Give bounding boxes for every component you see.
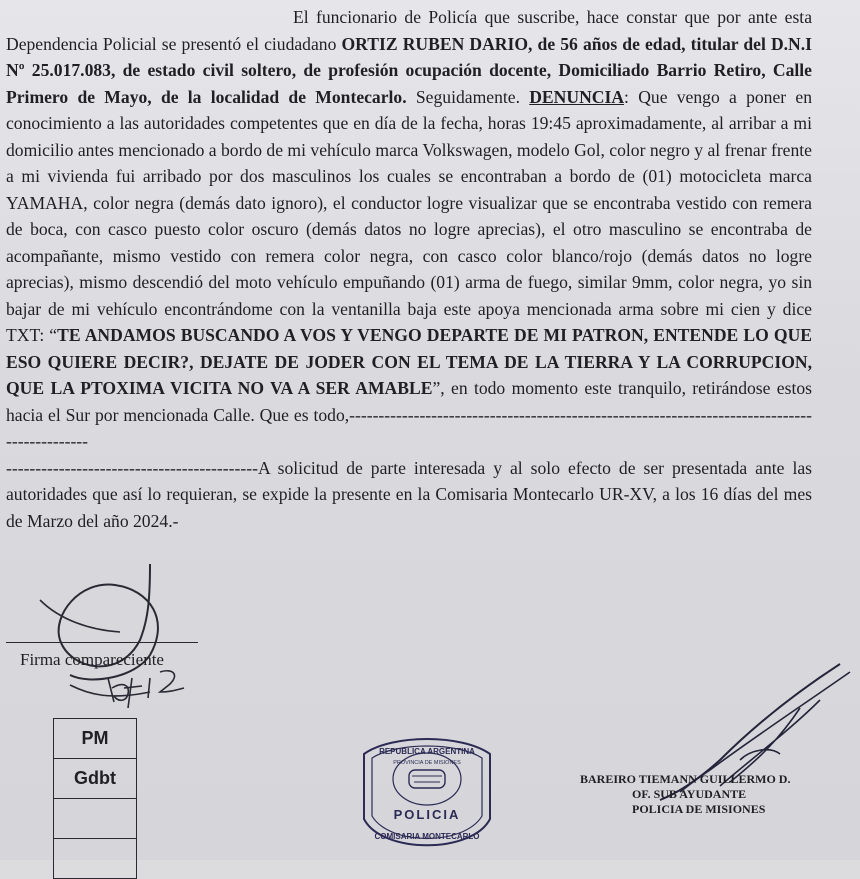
denuncia-text: : Que vengo a poner en conocimiento a las autoridades competentes que en día de la fecha, horas 19:45 aproximadamente, al arribar a mi domicilio antes mencionado a bordo de mi vehículo marca Volkswagen, modelo Gol, color negro y al frenar frente a mi vivienda fui arribado por dos masculinos los cuales se encontraban a bordo de (01) motocicleta marca YAMAHA, color negra (demás dato ignoro), el conductor logre visualizar que se encontraba vestido con remera de boca, con casco puesto color oscuro (demás datos no logre aprecias), el otro masculino se encontraba de acompañante, mismo vestido con remera color negra, con casco color blanco/rojo (demás datos no logre aprecias), mismo descendió del moto vehículo empuñando (01) arma de fuego, similar 9mm, color negra, yo sin bajar de mi vehículo encontrándome con la ventanilla baja este apoya mencionada arma sobre mi cien y dice TXT: “ <box>6 86 812 345</box>
officer-agency: POLICIA DE MISIONES <box>632 802 766 816</box>
declaration-body <box>6 4 812 534</box>
dash-line-2: ------------------------------------------- <box>6 457 258 478</box>
box-cell-empty <box>54 799 137 839</box>
transition-text: Seguidamente. <box>406 86 530 107</box>
officer-rank: OF. SUB AYUDANTE <box>632 787 747 801</box>
declarant-details: ORTIZ RUBEN DARIO, de 56 años de edad, titular del D.N.I Nº 25.017.083, de estado civil soltero, de profesión ocupación docente, Domiciliado Barrio Retiro, Calle Primero de Mayo, de la localidad de Montecarlo. <box>6 33 812 107</box>
box-cell-empty <box>54 839 137 879</box>
signature-line <box>6 642 198 643</box>
closing-text: ”, en todo momento este tranquilo, retirándose estos hacia el Sur por mencionada Calle. Que es todo, <box>6 378 812 425</box>
box-cell-gdbt: Gdbt <box>54 759 137 799</box>
svg-text:POLICIA: POLICIA <box>393 807 461 822</box>
threat-quote: TE ANDAMOS BUSCANDO A VOS Y VENGO DEPARTE DE MI PATRON, ENTENDE LO QUE ESO QUIERE DECIR?, DEJATE DE JODER CON EL TEMA DE LA TIERRA Y LA CORRUPCION, QUE LA PTOXIMA VICITA NO VA A SER AMABLE <box>6 325 813 398</box>
issuance-text: A solicitud de parte interesada y al solo efecto de ser presentada ante las autoridades que así lo requieran, se expide la presente en la Comisaria Montecarlo UR-XV, a los 16 días del mes de Marzo del año 2024.- <box>6 457 812 531</box>
officer-stamp <box>580 772 790 817</box>
declaration-paragraph <box>6 4 812 455</box>
police-seal <box>352 724 502 864</box>
svg-text:PROVINCIA DE MISIONES: PROVINCIA DE MISIONES <box>393 760 461 766</box>
officer-name: BAREIRO TIEMANN GUILLERMO D. <box>580 772 791 786</box>
svg-text:REPUBLICA ARGENTINA: REPUBLICA ARGENTINA <box>379 747 475 756</box>
issuance-paragraph <box>6 455 812 535</box>
box-cell-pm: PM <box>54 719 137 759</box>
intro-text: El funcionario de Policía que suscribe, hace constar que por ante esta Dependencia Policial se presentó el ciudadano <box>6 7 812 54</box>
signature-caption: Firma compareciente <box>20 650 164 669</box>
dash-line: --------------------------------------------------------------------------------------------- <box>6 404 812 451</box>
svg-text:COMISARIA MONTECARLO: COMISARIA MONTECARLO <box>374 832 480 841</box>
control-box <box>53 718 137 879</box>
declarant-signature <box>0 560 240 730</box>
denuncia-label: DENUNCIA <box>529 86 625 107</box>
